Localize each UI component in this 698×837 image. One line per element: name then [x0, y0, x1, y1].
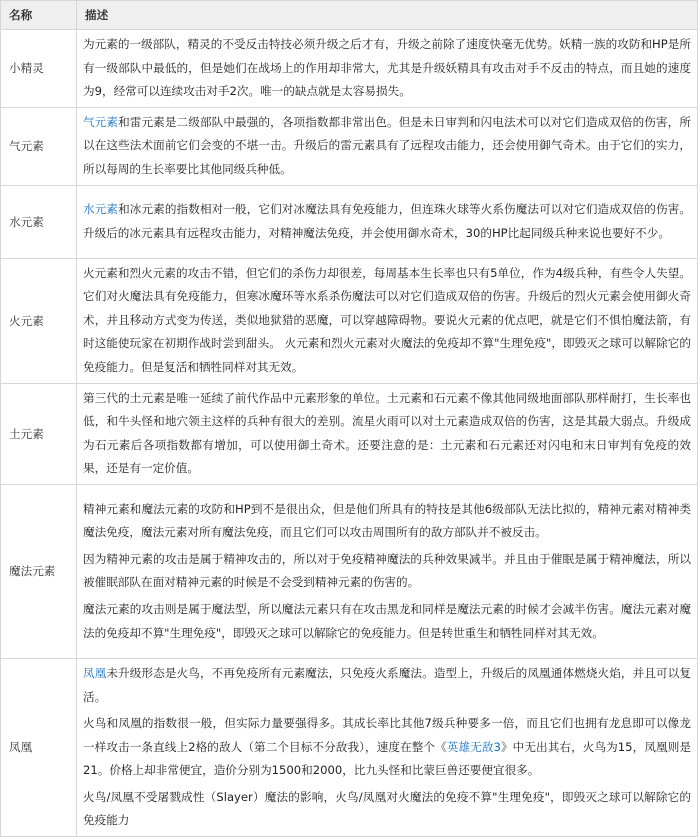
description-paragraph: 因为精神元素的攻击是属于精神攻击的，所以对于免疫精神魔法的兵种效果减半。并且由于催眠是属于精神魔法，所以被催眠部队在面对精神元素的时候是不会受到精神元素的伤害的。	[83, 551, 691, 590]
column-header-description: 描述	[77, 1, 698, 30]
unit-name: 小精灵	[1, 30, 77, 108]
table-row	[1, 383, 698, 484]
description-text: 和冰元素的指数相对一般，它们对冰魔法具有免疫能力，但连珠火球等火系伤魔法可以对它们造成双倍的伤害。升级后的冰元素具有远程攻击能力，对精神魔法免疫，并会使用御水奇术，30的HP比起同级兵种来说也要好不少。	[83, 201, 691, 240]
description-text: 和雷元素是二级部队中最强的，各项指数都非常出色。但是未日审判和闪电法术可以对它们造成双倍的伤害，所以在这些法术面前它们会变的不堪一击。升级后的雷元素具有了远程攻击能力，还会使用御气奇术。由于它们的实力，所以每周的生长率要比其他同级兵种低。	[83, 114, 691, 176]
description-paragraph	[83, 712, 691, 783]
unit-description	[77, 258, 698, 383]
unit-description	[77, 658, 698, 836]
description-paragraph	[83, 111, 691, 182]
description-text: 未升级形态是火鸟，不再免疫所有元素魔法，只免疫火系魔法。造型上，升级后的凤凰通体燃烧火焰，并且可以复活。	[83, 665, 691, 704]
unit-name: 凤凰	[1, 658, 77, 836]
table-row	[1, 258, 698, 383]
air-elemental-link[interactable]: 气元素	[83, 114, 119, 129]
table-row	[1, 30, 698, 108]
unit-description	[77, 107, 698, 185]
unit-name: 火元素	[1, 258, 77, 383]
unit-description	[77, 30, 698, 108]
description-paragraph: 魔法元素的攻击则是属于魔法型，所以魔法元素只有在攻击黑龙和同样是魔法元素的时候才会减半伤害。魔法元素对魔法的免疫却不算"生理免疫"，即毁灭之球可以解除它的免疫能力。但是转世重生和牺牲同样对其无效。	[83, 602, 691, 640]
unit-description	[77, 185, 698, 258]
table-row	[1, 658, 698, 836]
description-paragraph: 精神元素和魔法元素的攻防和HP到不是很出众，但是他们所具有的特技是其他6级部队无法比拟的，精神元素对精神类魔法免疫，魔法元素对所有魔法免疫，而且它们可以攻击周围所有的敌方部队并不被反击。	[83, 501, 691, 540]
description-text: 》中无出其右，火鸟为15，凤凰则是21。价格上却非常便宜，造价分别为1500和2000，比九头怪和比蒙巨兽还要便宜很多。	[83, 739, 691, 778]
description-paragraph	[83, 662, 691, 709]
unit-description	[77, 383, 698, 484]
unit-description	[77, 484, 698, 658]
table-row	[1, 107, 698, 185]
heroes-3-link[interactable]: 英雄无敌3	[446, 739, 501, 754]
water-elemental-link[interactable]: 水元素	[83, 201, 119, 216]
table-header-row	[1, 1, 698, 30]
description-paragraph: 火鸟/凤凰不受屠戮成性（Slayer）魔法的影响，火鸟/凤凰对火魔法的免疫不算"生理免疫"，即毁灭之球可以解除它的免疫能力	[83, 789, 691, 828]
unit-name: 魔法元素	[1, 484, 77, 658]
unit-name: 气元素	[1, 107, 77, 185]
column-header-name: 名称	[1, 1, 77, 30]
description-paragraph: 第三代的土元素是唯一延续了前代作品中元素形象的单位。土元素和石元素不像其他同级地面部队那样耐打，生长率也低，和牛头怪和地穴领主这样的兵种有很大的差别。流星火雨可以对土元素造成双倍的伤害，这是其最大弱点。升级成为石元素后各项指数都有增加，可以使用御土奇术。还要注意的是：土元素和石元素还对闪电和末日审判有免疫的效果，还是有一定价值。	[83, 390, 691, 476]
unit-name: 水元素	[1, 185, 77, 258]
unit-name: 土元素	[1, 383, 77, 484]
description-paragraph: 为元素的一级部队，精灵的不受反击特技必须升级之后才有，升级之前除了速度快毫无优势。妖精一族的攻防和HP是所有一级部队中最低的，但是她们在战场上的作用却非常大，尤其是升级妖精具有攻击对手不反击的特点，而且她的速度为9，经常可以连续攻击对手2次。唯一的缺点就是太容易损失。	[83, 37, 691, 99]
description-text: 火鸟和凤凰的指数很一般，但实际力量要强得多。其成长率比其他7级兵种要多一倍，而且它们也拥有龙息即可以像龙一样攻击一条直线上2格的敌人（第二个目标不分敌我），速度在整个《	[83, 716, 691, 754]
description-paragraph	[83, 198, 691, 245]
table-row	[1, 185, 698, 258]
table-row	[1, 484, 698, 658]
description-paragraph: 火元素和烈火元素的攻击不错，但它们的杀伤力却很差，每周基本生长率也只有5单位，作为4级兵种，有些令人失望。它们对火魔法具有免疫能力，但寒冰魔环等水系杀伤魔法可以对它们造成双倍的伤害。升级后的烈火元素会使用御火奇术，并且移动方式变为传送，类似地狱猎的恶魔，可以穿越障碍物。要说火元素的优点吧，就是它们不惧怕魔法箭，有时这能使玩家在初期作战时尝到甜头。 火元素和烈火元素对火魔法的免疫却不算"生理免疫"，即毁灭之球可以解除它的免疫能力。但是复活和牺牲同样对其无效。	[83, 265, 691, 374]
phoenix-link[interactable]: 凤凰	[83, 665, 107, 680]
